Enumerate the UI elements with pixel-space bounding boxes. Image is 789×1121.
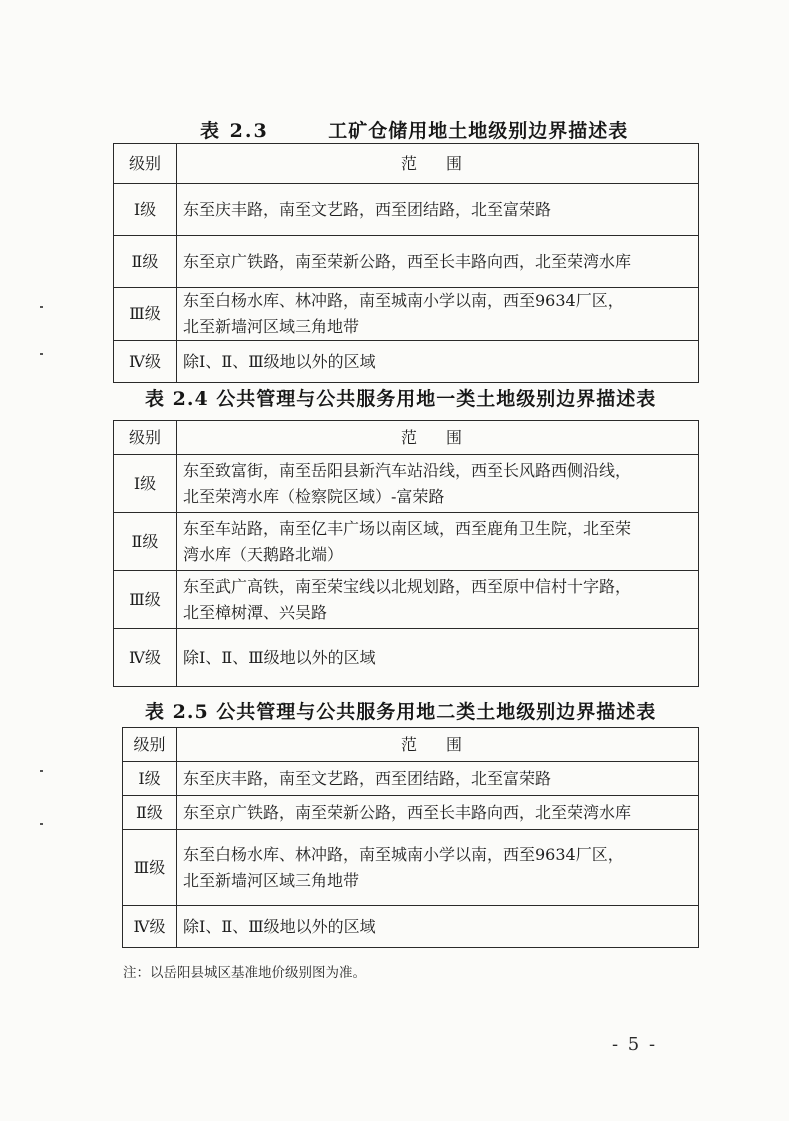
level-cell: Ⅱ级 [114,513,177,571]
range-cell [177,762,699,796]
table-row [114,184,699,236]
table-2-4-caption: 表 2.4 公共管理与公共服务用地一类土地级别边界描述表 [145,388,657,410]
level-cell: Ⅱ级 [123,796,177,830]
range-cell [177,830,699,906]
range-cell [177,513,699,571]
header-range: 范 围 [177,144,699,184]
scan-speck [40,823,43,825]
range-line: 湾水库（天鹅路北端） [183,544,344,564]
table-row [114,341,699,383]
range-cell [177,629,699,687]
table-row [114,455,699,513]
level-cell: Ⅲ级 [123,830,177,906]
range-line: 北至樟树潭、兴吴路 [183,602,328,622]
header-level: 级别 [114,421,177,455]
header-range: 范 围 [177,728,699,762]
table-2-5-caption: 表 2.5 公共管理与公共服务用地二类土地级别边界描述表 [145,701,657,723]
range-line: 东至白杨水库、林冲路，南至城南小学以南，西至9634厂区， [183,291,624,310]
header-level: 级别 [123,728,177,762]
table-row [114,629,699,687]
table-2-3-caption-number: 表 2.3 [200,120,269,142]
header-level: 级别 [114,144,177,184]
range-line: 东至车站路，南至亿丰广场以南区域，西至鹿角卫生院，北至荣 [183,518,632,538]
table-row [114,236,699,288]
range-cell [177,236,699,288]
range-line: 北至荣湾水库（检察院区域）-富荣路 [183,486,445,506]
level-cell: Ⅳ级 [123,906,177,948]
scan-speck [40,353,43,355]
table-row [123,762,699,796]
range-cell [177,455,699,513]
table-header-row [114,421,699,455]
range-cell [177,341,699,383]
range-line: 北至新墙河区域三角地带 [183,317,360,336]
table-footnote: 注：以岳阳县城区基准地价级别图为准。 [123,965,366,981]
table-header-row [123,728,699,762]
level-cell: Ⅲ级 [114,571,177,629]
level-cell: Ⅲ级 [114,288,177,341]
range-cell [177,906,699,948]
table-row [123,830,699,906]
range-line: 东至庆丰路，南至文艺路，西至团结路，北至富荣路 [183,199,552,219]
range-cell [177,796,699,830]
range-cell [177,288,699,341]
level-cell: Ⅳ级 [114,341,177,383]
table-row [123,796,699,830]
range-line: 东至京广铁路，南至荣新公路，西至长丰路向西，北至荣湾水库 [183,251,632,271]
page-number: - 5 - [612,1034,658,1055]
table-row [123,906,699,948]
scan-speck [40,306,43,308]
range-cell [177,184,699,236]
range-line: 除Ⅰ、Ⅱ、Ⅲ级地以外的区域 [183,916,376,936]
level-cell: Ⅳ级 [114,629,177,687]
range-line: 除Ⅰ、Ⅱ、Ⅲ级地以外的区域 [183,647,376,667]
scan-speck [40,770,43,772]
table-2-4 [113,420,699,687]
table-2-3-caption-title: 工矿仓储用地土地级别边界描述表 [328,120,629,142]
table-2-5 [122,727,699,948]
table-row [114,288,699,341]
range-line: 东至庆丰路，南至文艺路，西至团结路，北至富荣路 [183,768,552,788]
header-range: 范 围 [177,421,699,455]
range-line: 北至新墙河区域三角地带 [183,870,360,890]
range-line: 东至武广高铁，南至荣宝线以北规划路，西至原中信村十字路， [183,576,632,596]
table-header-row [114,144,699,184]
level-cell: Ⅰ级 [123,762,177,796]
level-cell: Ⅱ级 [114,236,177,288]
table-row [114,513,699,571]
range-line: 东至京广铁路，南至荣新公路，西至长丰路向西，北至荣湾水库 [183,802,632,822]
range-line: 除Ⅰ、Ⅱ、Ⅲ级地以外的区域 [183,351,376,371]
table-row [114,571,699,629]
range-line: 东至白杨水库、林冲路，南至城南小学以南，西至9634厂区， [183,844,624,864]
table-2-3 [113,143,699,383]
table-2-3-caption [200,116,628,143]
range-cell [177,571,699,629]
level-cell: Ⅰ级 [114,455,177,513]
level-cell: Ⅰ级 [114,184,177,236]
range-line: 东至致富街，南至岳阳县新汽车站沿线，西至长风路西侧沿线， [183,460,632,480]
